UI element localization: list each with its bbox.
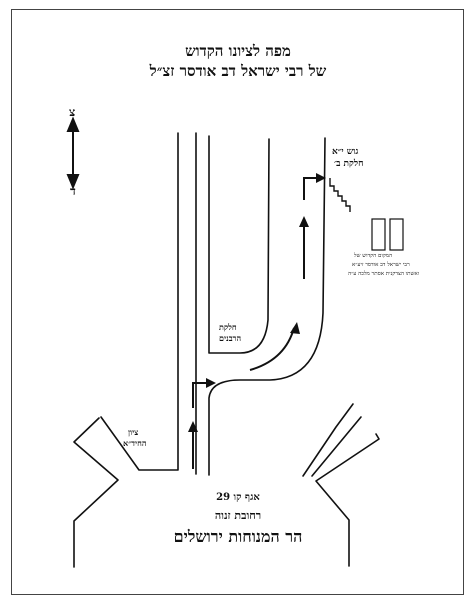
tomb-caption-line-1: המקום הקדוש של bbox=[354, 253, 393, 259]
address-line-3: הר המנוחות ירושלים bbox=[173, 527, 303, 546]
stairs-icon bbox=[330, 178, 350, 212]
road-center-edge bbox=[209, 136, 269, 353]
road-right-edge bbox=[303, 404, 361, 476]
road-center-lower bbox=[209, 138, 325, 475]
compass-south-label: ד bbox=[70, 184, 76, 198]
section-b-label-line-2: חלקת ב׳ bbox=[334, 159, 364, 169]
map-title-line-1: מפה לציונו הקדוש bbox=[185, 42, 291, 60]
arrowhead-icon bbox=[290, 322, 300, 334]
address-line-1: אגף קו 29 bbox=[216, 492, 260, 503]
direction-arrows bbox=[193, 178, 320, 469]
tomb-marker-right bbox=[390, 219, 403, 250]
tomb-caption-line-3: ואשתו הצדקנית אסתר מלכה ע״ה bbox=[348, 271, 420, 277]
chida-grave-label-line-2: החיד״א bbox=[123, 438, 147, 448]
arrow-curve-up bbox=[250, 328, 294, 370]
arrowhead-icon bbox=[299, 216, 309, 227]
section-b-label-line-1: גוש י״א bbox=[332, 147, 359, 157]
rabbis-section-label-line-2: הרבנים bbox=[219, 333, 242, 343]
north-south-arrow-icon bbox=[68, 119, 78, 187]
tomb-marker-left bbox=[372, 219, 385, 250]
address-line-2: רחובת זנוה bbox=[214, 509, 262, 522]
map-title-line-2: של רבי ישראל דב אודסר זצ״ל bbox=[149, 62, 327, 80]
rabbis-section-label-line-1: חלקת bbox=[219, 322, 237, 332]
compass-north-label: צ bbox=[69, 105, 76, 119]
tomb-caption-line-2: רבי ישראל דב אודסר זיע״א bbox=[352, 262, 410, 268]
chida-grave-label-line-1: ציון bbox=[128, 427, 139, 437]
